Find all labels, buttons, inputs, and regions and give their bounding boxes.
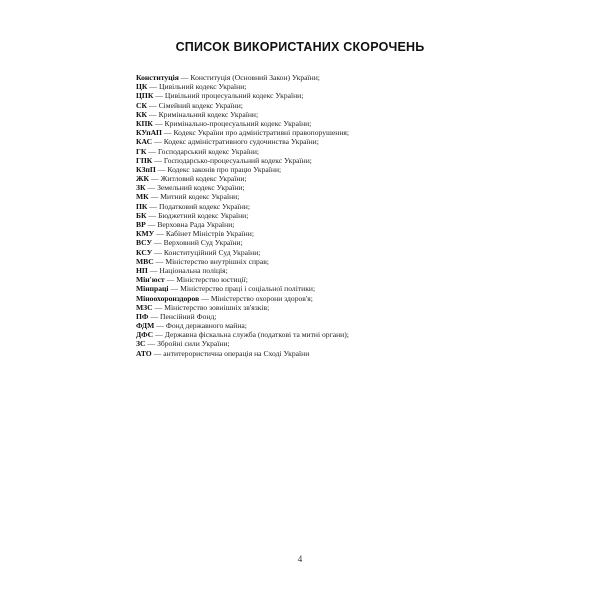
- abbreviation-definition: Міністерство зовнішніх зв'язків;: [164, 302, 270, 312]
- abbreviation-term: МВС: [136, 256, 154, 266]
- abbreviation-item: [136, 257, 516, 266]
- abbreviation-dash: —: [154, 247, 162, 257]
- abbreviation-item: [136, 174, 516, 183]
- abbreviation-list: [136, 73, 516, 358]
- abbreviation-item: [136, 91, 516, 100]
- abbreviation-dash: —: [154, 238, 162, 248]
- abbreviation-item: [136, 82, 516, 91]
- abbreviation-term: БК: [136, 210, 147, 220]
- abbreviation-term: МЗС: [136, 302, 153, 312]
- abbreviation-term: МК: [136, 192, 149, 202]
- abbreviation-item: [136, 266, 516, 275]
- abbreviation-dash: —: [154, 302, 163, 312]
- abbreviation-term: КК: [136, 109, 148, 119]
- abbreviation-dash: —: [156, 321, 164, 331]
- abbreviation-term: ЦПК: [136, 91, 154, 101]
- abbreviation-dash: —: [150, 192, 159, 202]
- abbreviation-definition: Господарсько-процесуальний кодекс України;: [163, 155, 312, 165]
- abbreviation-dash: —: [157, 164, 166, 174]
- page-number: 4: [297, 554, 303, 564]
- abbreviation-definition: Кабінет Міністрів України;: [165, 229, 254, 239]
- abbreviation-item: [136, 156, 516, 165]
- abbreviation-term: АТО: [136, 348, 152, 358]
- abbreviation-item: [136, 303, 516, 312]
- abbreviation-item: [136, 119, 516, 128]
- abbreviation-term: СК: [136, 100, 147, 110]
- abbreviation-item: [136, 229, 516, 238]
- abbreviation-definition: Конституція (Основний Закон) України;: [190, 73, 320, 82]
- abbreviation-term: КСУ: [136, 247, 153, 257]
- abbreviation-dash: —: [154, 118, 163, 128]
- abbreviation-item: [136, 202, 516, 211]
- abbreviation-definition: Кодекс адміністративного судочинства України;: [163, 137, 319, 147]
- abbreviation-dash: —: [155, 330, 163, 340]
- abbreviation-term: Мін'юст: [136, 275, 165, 285]
- abbreviation-dash: —: [166, 275, 175, 285]
- abbreviation-item: [136, 349, 516, 358]
- abbreviation-definition: Міністерство юстиції;: [176, 275, 248, 285]
- abbreviation-definition: Сімейний кодекс України;: [158, 100, 243, 110]
- abbreviation-definition: Житловий кодекс України;: [160, 174, 247, 184]
- abbreviation-definition: Державна фіскальна служба (податкові та митні органи);: [164, 330, 349, 340]
- abbreviation-dash: —: [147, 339, 156, 349]
- abbreviation-dash: —: [170, 284, 179, 294]
- abbreviation-item: [136, 147, 516, 156]
- abbreviation-item: [136, 284, 516, 293]
- abbreviation-definition: Міністерство охорони здоров'я;: [210, 293, 313, 303]
- abbreviation-term: КУпАП: [136, 128, 162, 138]
- abbreviation-definition: Конституційний Суд України;: [163, 247, 261, 257]
- abbreviation-definition: Міністерство внутрішніх справ;: [165, 256, 269, 266]
- abbreviation-definition: антитерористична операція на Сході України: [163, 348, 310, 358]
- abbreviation-term: ПФ: [136, 311, 149, 321]
- abbreviation-item: [136, 211, 516, 220]
- abbreviation-dash: —: [163, 128, 172, 138]
- abbreviation-definition: Кримінальний кодекс України;: [158, 109, 259, 119]
- abbreviation-term: ЗК: [136, 183, 146, 193]
- abbreviation-dash: —: [180, 73, 189, 82]
- abbreviation-item: [136, 137, 516, 146]
- abbreviation-dash: —: [156, 229, 164, 239]
- abbreviation-definition: Земельний кодекс України;: [157, 183, 245, 193]
- abbreviation-item: [136, 73, 516, 82]
- abbreviation-definition: Міністерство праці і соціальної політики;: [180, 284, 316, 294]
- abbreviation-dash: —: [150, 311, 159, 321]
- abbreviation-definition: Фонд державного майна;: [165, 321, 247, 331]
- abbreviation-term: Мінпраці: [136, 284, 169, 294]
- abbreviation-dash: —: [148, 146, 156, 156]
- abbreviation-term: КЗпП: [136, 164, 156, 174]
- abbreviation-term: ВР: [136, 220, 146, 229]
- abbreviation-item: [136, 220, 516, 229]
- abbreviation-definition: Бюджетний кодекс України;: [158, 210, 249, 220]
- abbreviation-definition: Кодекс законів про працю України;: [167, 164, 282, 174]
- abbreviation-term: ДФС: [136, 330, 154, 340]
- abbreviation-item: [136, 183, 516, 192]
- abbreviation-dash: —: [148, 210, 157, 220]
- abbreviation-item: [136, 339, 516, 348]
- abbreviation-item: [136, 248, 516, 257]
- abbreviation-item: [136, 275, 516, 284]
- abbreviation-dash: —: [147, 183, 156, 193]
- abbreviation-term: ЖК: [136, 174, 150, 184]
- abbreviation-term: НП: [136, 265, 148, 275]
- abbreviation-definition: Національна поліція;: [159, 265, 228, 275]
- abbreviation-dash: —: [201, 293, 209, 303]
- abbreviation-dash: —: [149, 201, 158, 211]
- abbreviation-item: [136, 110, 516, 119]
- abbreviation-term: ЦК: [136, 82, 148, 92]
- abbreviation-dash: —: [153, 348, 162, 358]
- abbreviation-item: [136, 192, 516, 201]
- abbreviation-dash: —: [147, 220, 156, 229]
- abbreviation-item: [136, 128, 516, 137]
- abbreviation-dash: —: [149, 100, 157, 110]
- abbreviation-definition: Збройні сили України;: [157, 339, 230, 349]
- abbreviation-definition: Податковий кодекс України;: [159, 201, 250, 211]
- abbreviation-term: ПК: [136, 201, 148, 211]
- abbreviation-term: Конституція: [136, 73, 179, 82]
- abbreviation-definition: Господарський кодекс України;: [157, 146, 260, 156]
- abbreviation-item: [136, 321, 516, 330]
- abbreviation-dash: —: [151, 174, 159, 184]
- page-title: СПИСОК ВИКОРИСТАНИХ СКОРОЧЕНЬ: [175, 40, 425, 54]
- abbreviation-item: [136, 294, 516, 303]
- abbreviation-item: [136, 101, 516, 110]
- abbreviation-item: [136, 238, 516, 247]
- abbreviation-definition: Верховна Рада України;: [157, 220, 235, 229]
- abbreviation-definition: Кримінально-процесуальний кодекс України;: [164, 118, 312, 128]
- abbreviation-term: ГК: [136, 146, 147, 156]
- abbreviation-definition: Цивільний процесуальний кодекс України;: [164, 91, 304, 101]
- abbreviation-dash: —: [149, 265, 158, 275]
- abbreviation-term: КАС: [136, 137, 153, 147]
- abbreviation-dash: —: [149, 82, 158, 92]
- abbreviation-item: [136, 312, 516, 321]
- abbreviation-term: ВСУ: [136, 238, 153, 248]
- abbreviation-definition: Пенсійний Фонд;: [160, 311, 217, 321]
- abbreviation-definition: Кодекс України про адміністративні правопорушення;: [173, 128, 349, 138]
- abbreviation-definition: Верховний Суд України;: [163, 238, 243, 248]
- abbreviation-definition: Цивільний кодекс України;: [159, 82, 247, 92]
- abbreviation-term: ГПК: [136, 155, 153, 165]
- abbreviation-term: КМУ: [136, 229, 155, 239]
- abbreviation-dash: —: [155, 256, 164, 266]
- abbreviation-definition: Митний кодекс України;: [160, 192, 240, 202]
- abbreviation-dash: —: [149, 109, 157, 119]
- abbreviation-dash: —: [154, 155, 162, 165]
- abbreviation-item: [136, 330, 516, 339]
- abbreviation-term: Міноохоронздоров: [136, 293, 200, 303]
- abbreviation-item: [136, 165, 516, 174]
- abbreviation-dash: —: [154, 137, 162, 147]
- abbreviation-term: ЗС: [136, 339, 146, 349]
- abbreviation-dash: —: [155, 91, 163, 101]
- abbreviation-term: ФДМ: [136, 321, 155, 331]
- abbreviation-term: КПК: [136, 118, 153, 128]
